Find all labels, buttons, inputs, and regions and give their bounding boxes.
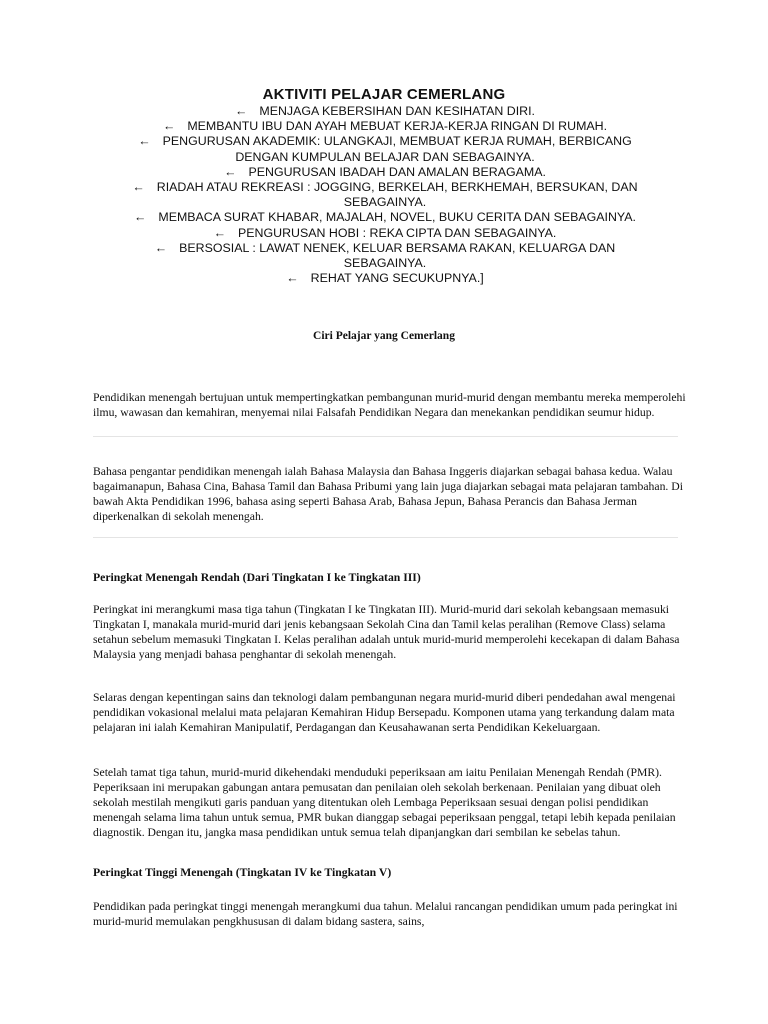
list-item xyxy=(120,210,650,225)
arrow-left-icon: ← xyxy=(133,210,147,225)
list-item-text: MEMBACA SURAT KHABAR, MAJALAH, NOVEL, BUKU CERITA DAN SEBAGAINYA. xyxy=(158,210,636,225)
list-item xyxy=(120,165,650,180)
arrow-left-icon: ← xyxy=(224,164,237,179)
list-item-text: PENGURUSAN AKADEMIK: ULANGKAJI, MEMBUAT KERJA RUMAH, BERBICANG DENGAN KUMPULAN BELAJAR DAN SEBAGAINYA. xyxy=(162,134,632,164)
list-item xyxy=(120,104,650,119)
list-item xyxy=(120,180,650,210)
paragraph-lower-secondary: Peringkat ini merangkumi masa tiga tahun (Tingkatan I ke Tingkatan III). Murid-murid dari sekolah kebangsaan memasuki Tingkatan I, manakala murid-murid dari jenis kebangsaan Sekolah Cina dan Tamil kelas peralihan (Remove Class) selama setahun sebelum memasuki Tingkatan I. Kelas peralihan adalah untuk murid-murid memperolehi kecekapan di dalam Bahasa Malaysia yang menjadi bahasa penghantar di sekolah menengah. xyxy=(93,603,680,661)
paragraph-vocational: Selaras dengan kepentingan sains dan teknologi dalam pembangunan negara murid-murid diberi pendedahan awal mengenai pendidikan vokasional melalui mata pelajaran Kemahiran Hidup Bersepadu. Komponen utama yang terkandung dalam mata pelajaran ini ialah Kemahiran Manipulatif, Perdagangan dan Keusahawanan serta Pendidikan Kekeluargaan. xyxy=(93,691,676,734)
section-title: Ciri Pelajar yang Cemerlang xyxy=(313,330,455,342)
divider xyxy=(93,537,678,538)
list-item-text: RIADAH ATAU REKREASI : JOGGING, BERKELAH, BERKHEMAH, BERSUKAN, DAN SEBAGAINYA. xyxy=(156,180,638,210)
document-title: AKTIVITI PELAJAR CEMERLANG xyxy=(262,86,506,103)
list-item-text: MENJAGA KEBERSIHAN DAN KESIHATAN DIRI. xyxy=(259,104,536,118)
heading-upper-secondary: Peringkat Tinggi Menengah (Tingkatan IV ke Tingkatan V) xyxy=(93,866,392,879)
divider xyxy=(93,436,678,437)
arrow-left-icon: ← xyxy=(234,104,248,118)
list-item-text: PENGURUSAN HOBI : REKA CIPTA DAN SEBAGAINYA. xyxy=(238,225,557,240)
list-item-text: REHAT YANG SECUKUPNYA.] xyxy=(310,271,484,286)
list-item xyxy=(120,226,650,241)
list-item xyxy=(120,241,650,271)
arrow-left-icon: ← xyxy=(138,134,151,149)
activity-list xyxy=(120,104,650,286)
list-item-text: BERSOSIAL : LAWAT NENEK, KELUAR BERSAMA RAKAN, KELUARGA DAN SEBAGAINYA. xyxy=(179,240,616,271)
arrow-left-icon: ← xyxy=(213,225,227,240)
list-item xyxy=(120,119,650,134)
list-item-text: PENGURUSAN IBADAH DAN AMALAN BERAGAMA. xyxy=(248,164,546,179)
list-item xyxy=(120,134,650,164)
paragraph-upper-secondary: Pendidikan pada peringkat tinggi menengah merangkumi dua tahun. Melalui rancangan pendidikan umum pada peringkat ini murid-murid memulakan pengkhususan di dalam bidang sastera, sains, xyxy=(93,900,678,928)
arrow-left-icon: ← xyxy=(132,180,145,195)
list-item-text: MEMBANTU IBU DAN AYAH MEBUAT KERJA-KERJA RINGAN DI RUMAH. xyxy=(187,119,608,134)
paragraph-language: Bahasa pengantar pendidikan menengah ialah Bahasa Malaysia dan Bahasa Inggeris diajarkan sebagai bahasa kedua. Walau bagaimanapun, Bahasa Cina, Bahasa Tamil dan Bahasa Pribumi yang lain juga diajarkan sebagai mata pelajaran tambahan. Di bawah Akta Pendidikan 1996, bahasa asing seperti Bahasa Arab, Bahasa Jepun, Bahasa Perancis dan Bahasa Jerman diperkenalkan di sekolah menengah. xyxy=(93,465,683,523)
arrow-left-icon: ← xyxy=(162,119,176,134)
heading-lower-secondary: Peringkat Menengah Rendah (Dari Tingkatan I ke Tingkatan III) xyxy=(93,571,421,584)
list-item xyxy=(120,271,650,286)
arrow-left-icon: ← xyxy=(286,271,299,286)
paragraph-pmr: Setelah tamat tiga tahun, murid-murid dikehendaki menduduki peperiksaan am iaitu Penilaian Menengah Rendah (PMR). Peperiksaan ini merupakan gabungan antara pemusatan dan penilaian oleh sekolah berkenaan. Penilaian yang dibuat oleh sekolah mestilah mengikuti garis panduan yang ditentukan oleh Lembaga Peperiksaan sesuai dengan polisi pendidikan menengah selama lima tahun untuk semua, PMR bukan dianggap sebagai peperiksaan penggal, tetapi lebih kepada penilaian diagnostik. Dengan itu, jangka masa pendidikan untuk semua telah dipanjangkan dari sembilan ke sebelas tahun. xyxy=(93,766,676,839)
arrow-left-icon: ← xyxy=(154,240,168,255)
paragraph-intro: Pendidikan menengah bertujuan untuk mempertingkatkan pembangunan murid-murid dengan membantu mereka memperolehi ilmu, wawasan dan kemahiran, menyemai nilai Falsafah Pendidikan Negara dan menekankan pendidikan seumur hidup. xyxy=(93,391,686,419)
